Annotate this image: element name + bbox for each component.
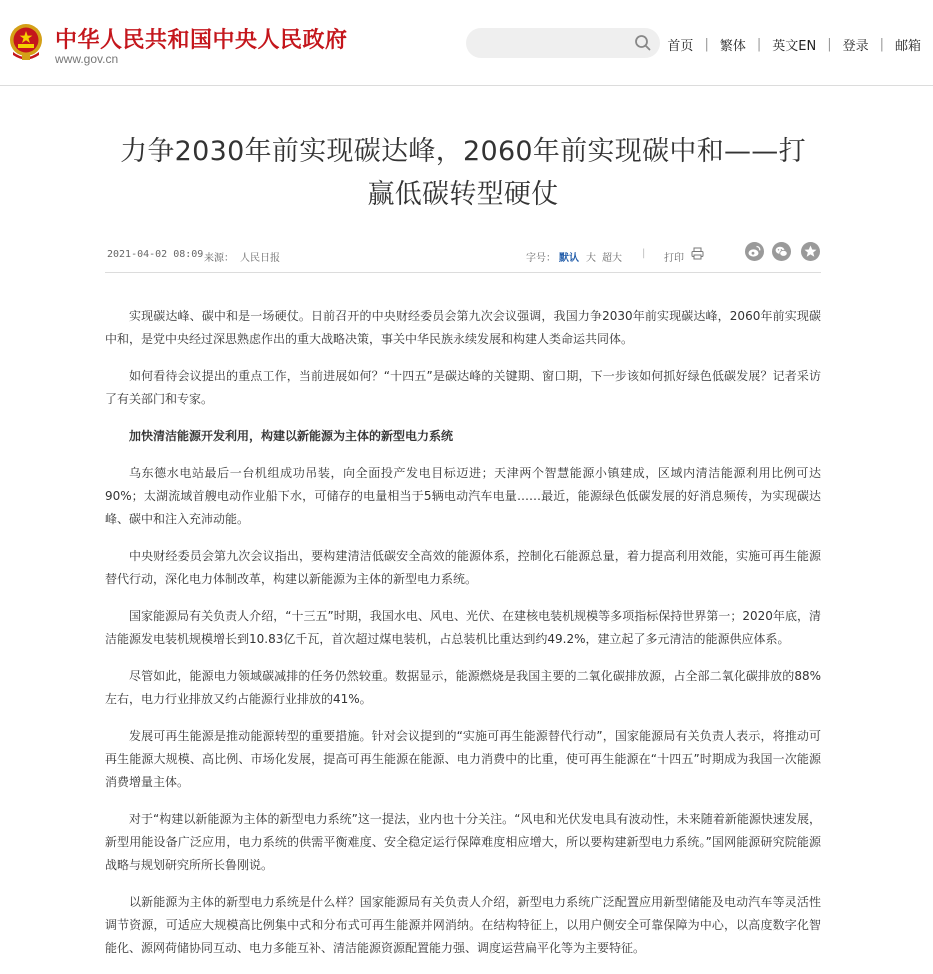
national-emblem-icon[interactable] xyxy=(7,22,45,62)
site-name[interactable]: 中华人民共和国中央人民政府 xyxy=(55,28,348,53)
article-paragraph: 中央财经委员会第九次会议指出，要构建清洁低碳安全高效的能源体系，控制化石能源总量，着力提高利用效能，实施可再生能源替代行动，深化电力体制改革，构建以新能源为主体的新型电力系统。 xyxy=(105,549,821,586)
article-paragraph: 实现碳达峰、碳中和是一场硬仗。日前召开的中央财经委员会第九次会议强调，我国力争2030年前实现碳达峰，2060年前实现碳中和，是党中央经过深思熟虑作出的重大战略决策，事关中华民族永续发展和构建人类命运共同体。 xyxy=(105,309,821,346)
article-title-line2: 赢低碳转型硬仗 xyxy=(367,179,559,210)
article xyxy=(105,86,821,974)
nav-login-link[interactable]: 登录 xyxy=(842,39,869,54)
favorite-share-button[interactable] xyxy=(801,242,820,261)
search-icon[interactable] xyxy=(633,33,653,53)
article-paragraph: 发展可再生能源是推动能源转型的重要措施。针对会议提到的“实施可再生能源替代行动”，国家能源局有关负责人表示，将推动可再生能源大规模、高比例、市场化发展，提高可再生能源在能源、电力消费中的比重，使可再生能源在“十四五”时期成为我国一次能源消费增量主体。 xyxy=(105,729,821,789)
print-button[interactable]: 打印 xyxy=(664,253,684,264)
article-paragraph: 乌东德水电站最后一台机组成功吊装，向全面投产发电目标迈进；天津两个智慧能源小镇建成，区域内清洁能源利用比例可达90%；太湖流域首艘电动作业船下水，可储存的电量相当于5辆电动汽车电量……最近，能源绿色低碳发展的好消息频传，为实现碳达峰、碳中和注入充沛动能。 xyxy=(105,466,821,526)
article-meta-bar xyxy=(105,238,821,273)
article-body xyxy=(105,305,821,960)
printer-icon[interactable] xyxy=(691,247,704,260)
star-icon xyxy=(801,242,820,261)
font-size-default-button[interactable]: 默认 xyxy=(559,253,579,264)
site-domain: www.gov.cn xyxy=(55,52,119,66)
nav-mail-link[interactable]: 邮箱 xyxy=(894,39,921,54)
nav-divider: | xyxy=(827,37,832,52)
font-size-large-button[interactable]: 大 xyxy=(586,253,596,264)
section-heading: 加快清洁能源开发利用，构建以新能源为主体的新型电力系统 xyxy=(129,429,454,443)
nav-traditional-link[interactable]: 繁体 xyxy=(719,39,746,54)
search-box[interactable] xyxy=(466,28,660,58)
nav-divider: | xyxy=(704,37,709,52)
search-input[interactable] xyxy=(478,34,632,54)
article-paragraph: 对于“构建以新能源为主体的新型电力系统”这一提法，业内也十分关注。“风电和光伏发电具有波动性，未来随着新能源快速发展，新型用能设备广泛应用，电力系统的供需平衡难度、安全稳定运行保障难度相应增大，所以要构建新型电力系统。”国网能源研究院能源战略与规划研究所所长鲁刚说。 xyxy=(105,812,821,872)
weibo-share-button[interactable] xyxy=(745,242,764,261)
nav-home-link[interactable]: 首页 xyxy=(667,39,694,54)
meta-divider: | xyxy=(642,248,646,259)
source-name: 人民日报 xyxy=(240,253,280,264)
site-header xyxy=(0,0,933,86)
weibo-icon xyxy=(745,242,764,261)
article-paragraph: 以新能源为主体的新型电力系统是什么样？国家能源局有关负责人介绍，新型电力系统广泛配置应用新型储能及电动汽车等灵活性调节资源，可适应大规模高比例集中式和分布式可再生能源并网消纳。在结构特征上，以用户侧安全可靠保障为中心，以高度数字化智能化、源网荷储协同互动、电力多能互补、清洁能源资源配置能力强、调度运营扁平化等为主要特征。 xyxy=(105,895,821,955)
top-nav xyxy=(667,35,921,54)
article-title xyxy=(105,130,821,216)
article-paragraph: 尽管如此，能源电力领域碳减排的任务仍然较重。数据显示，能源燃烧是我国主要的二氧化碳排放源，占全部二氧化碳排放的88%左右，电力行业排放又约占能源行业排放的41%。 xyxy=(105,669,821,706)
article-paragraph: 如何看待会议提出的重点工作，当前进展如何？“十四五”是碳达峰的关键期、窗口期，下一步该如何抓好绿色低碳发展？记者采访了有关部门和专家。 xyxy=(105,369,821,406)
nav-divider: | xyxy=(756,37,762,52)
source-label: 来源： xyxy=(204,253,234,264)
nav-english-link[interactable]: 英文EN xyxy=(772,39,817,54)
wechat-share-button[interactable] xyxy=(772,242,791,261)
publish-date: 2021-04-02 08:09 xyxy=(107,249,204,260)
nav-divider: | xyxy=(879,37,884,52)
article-title-line1: 力争2030年前实现碳达峰，2060年前实现碳中和——打 xyxy=(120,136,806,167)
font-size-label: 字号： xyxy=(526,253,556,264)
wechat-icon xyxy=(772,242,791,261)
article-paragraph: 国家能源局有关负责人介绍，“十三五”时期，我国水电、风电、光伏、在建核电装机规模等多项指标保持世界第一；2020年底，清洁能源发电装机规模增长到10.83亿千瓦，首次超过煤电装机，占总装机比重达到约49.2%，建立起了多元清洁的能源供应体系。 xyxy=(105,609,821,646)
font-size-xlarge-button[interactable]: 超大 xyxy=(602,253,622,264)
